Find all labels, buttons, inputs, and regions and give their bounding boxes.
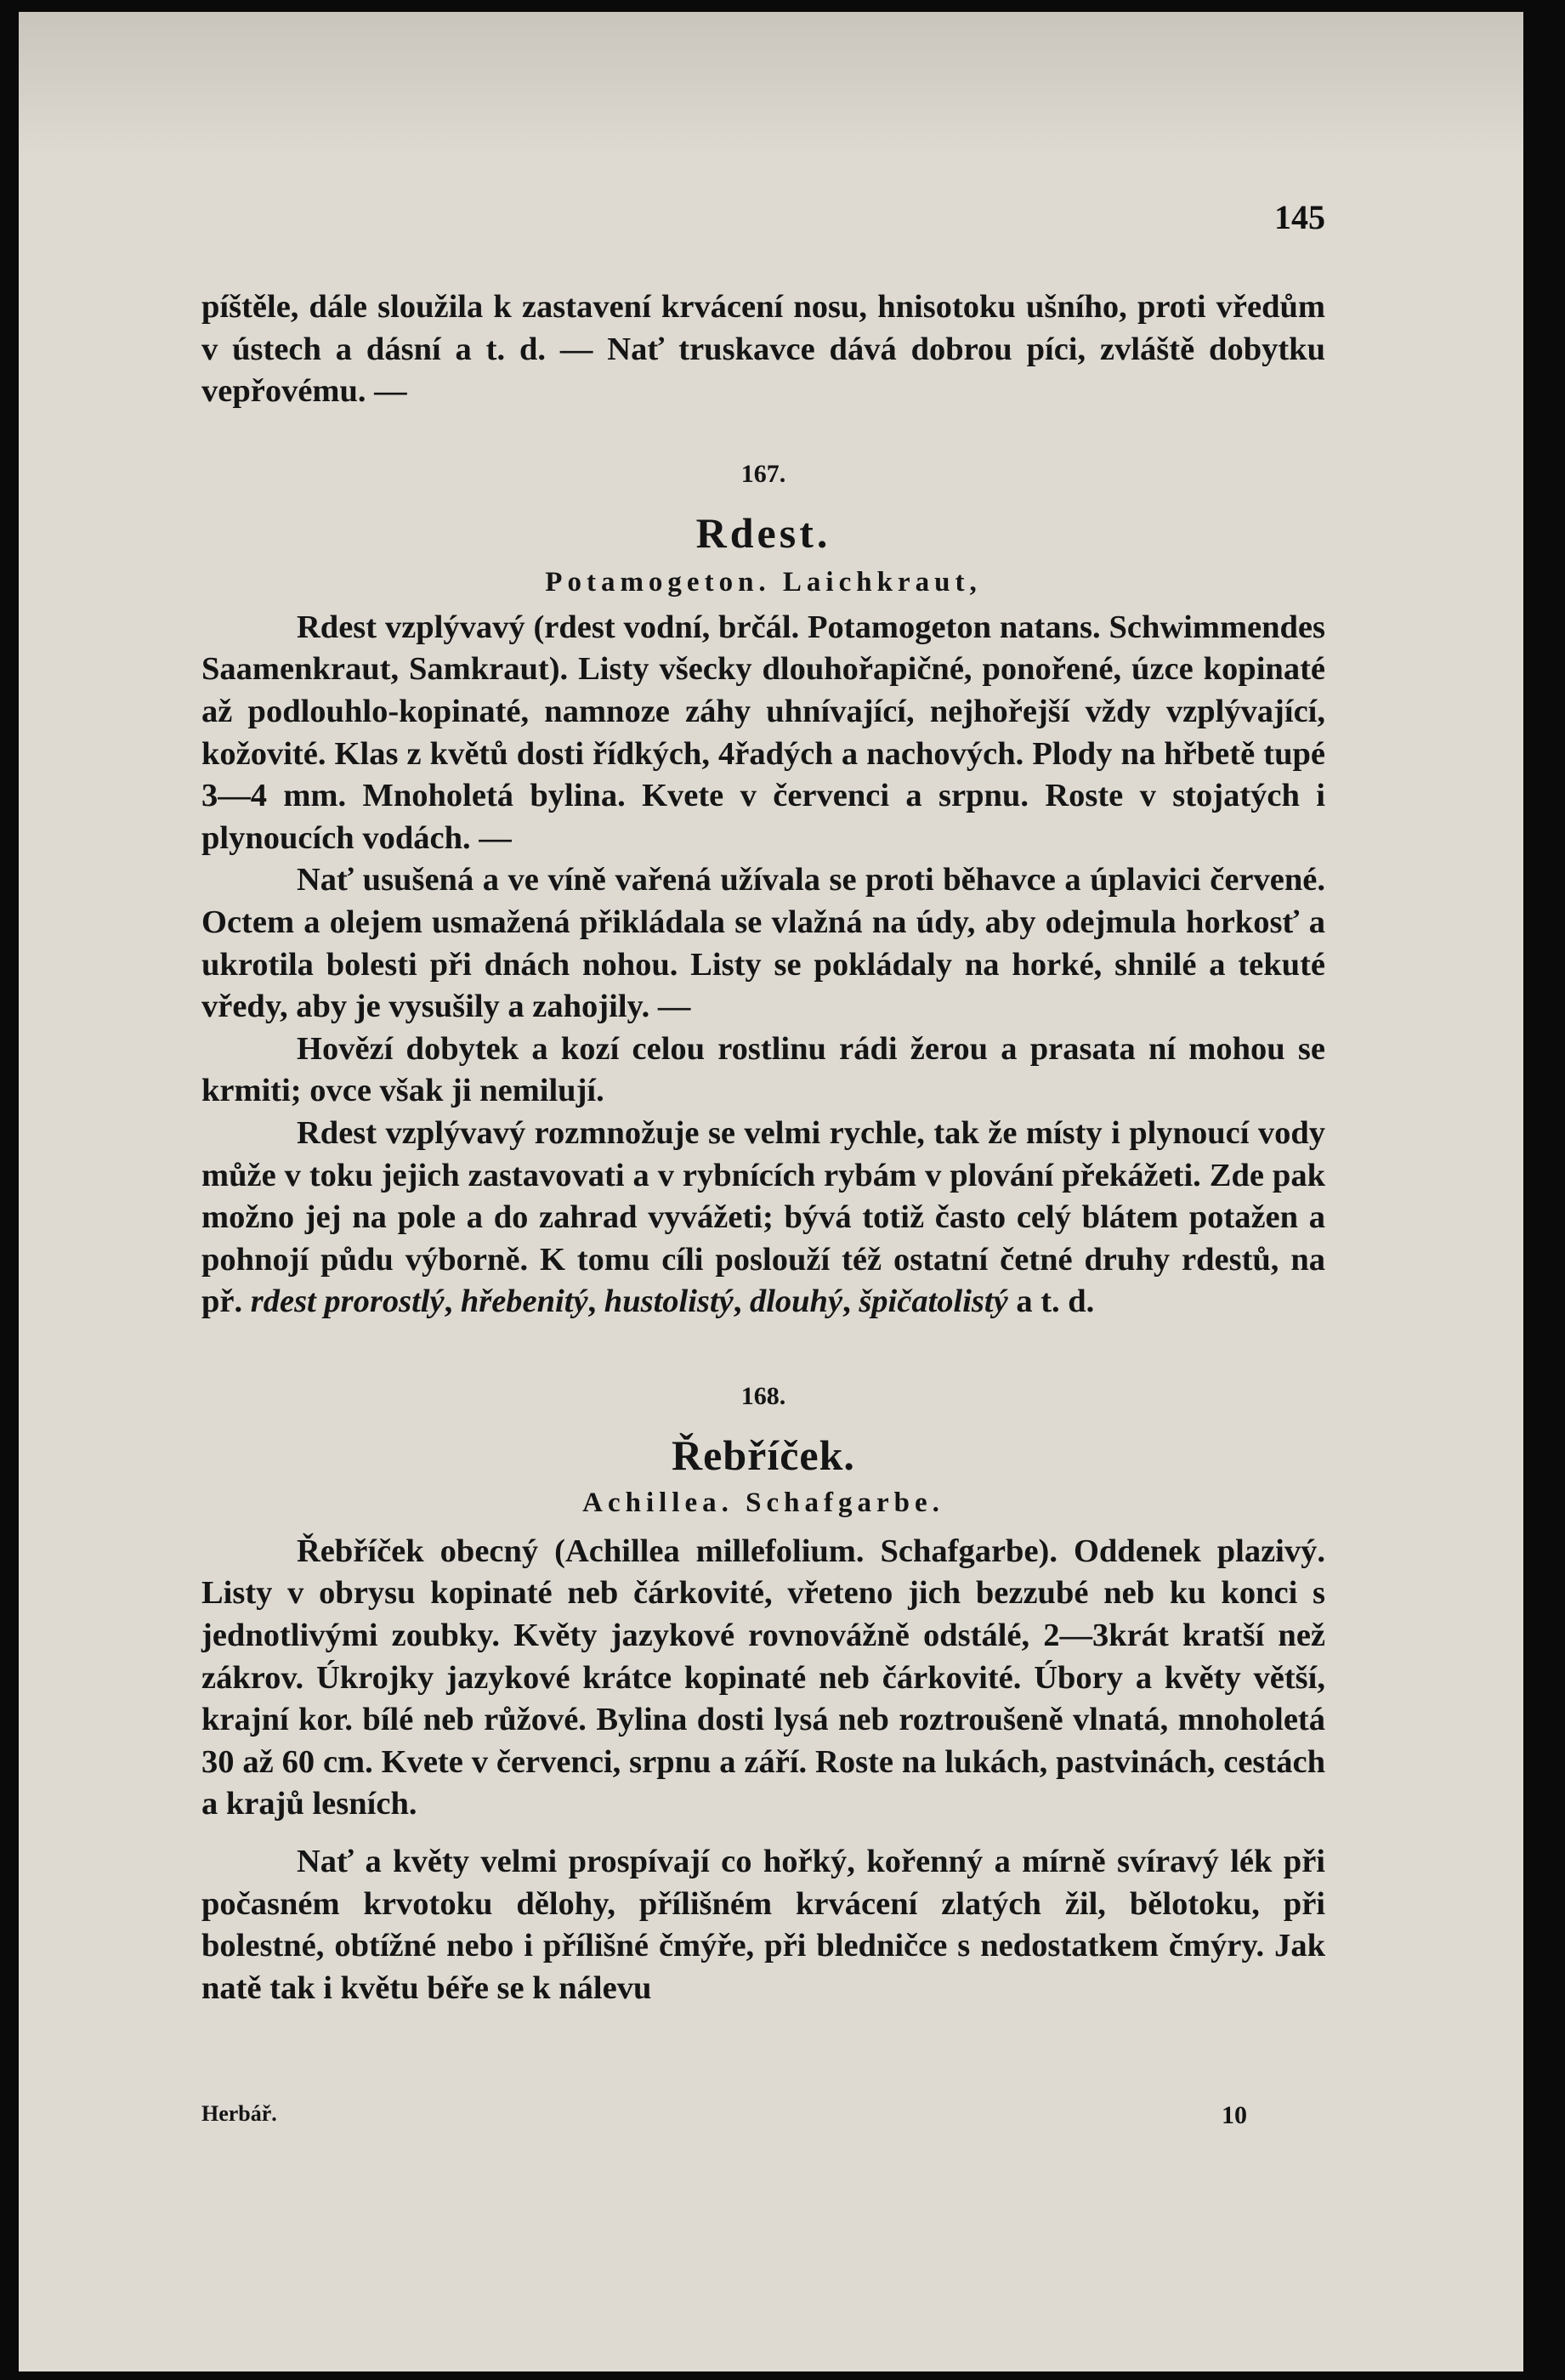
signature-mark: Herbář.: [201, 2101, 277, 2126]
sheet-number: 10: [1222, 2101, 1247, 2129]
rdest-fodder: Hovězí dobytek a kozí celou rostlinu rádi žerou a prasata ní mohou se krmiti; ovce však ji nemilují.: [201, 1030, 1325, 1109]
rebricek-uses: Nať a květy velmi prospívají co hořký, kořenný a mírně svíravý lék při počasném krvotoku dělohy, přílišném krvácení zlatých žil, bělotoku, při bolestné, obtížné nebo i přílišné čmýře, při bledničce s nedostatkem čmýry. Jak natě tak i květu béře se k nálevu: [201, 1844, 1325, 2006]
rdest-propagation-end: a t. d.: [1016, 1284, 1095, 1320]
section-latin-rebricek: Achillea. Schafgarbe.: [582, 1487, 944, 1518]
species-5: špičatolistý: [859, 1284, 1008, 1320]
section-number-167: 167.: [740, 459, 786, 488]
species-3: hustolistý: [604, 1284, 734, 1320]
text-block: [201, 286, 1325, 2009]
species-1: rdest prorostlý: [250, 1284, 445, 1320]
rdest-description: Rdest vzplývavý (rdest vodní, brčál. Potamogeton natans. Schwimmendes Saamenkraut, Samkraut). Listy všecky dlouhořapičné, ponořené, úzce kopinaté až podlouhlo-kopinaté, namnoze záhy uhnívající, nejhořejší vždy vzplývající, kožovité. Klas z květů dosti řídkých, 4řadých a nachových. Plody na hřbetě tupé 3—4 mm. Mnoholetá bylina. Kvete v červenci a srpnu. Roste v stojatých i plynoucích vodách. —: [201, 609, 1325, 856]
rebricek-description: Řebříček obecný (Achillea millefolium. Schafgarbe). Oddenek plazivý. Listy v obrysu kopinaté neb čárkovité, vřeteno jich bezzubé neb ku konci s jednotlivými zoubky. Květy jazykové rovnovážně odstálé, 2—3krát kratší než zákrov. Úkrojky jazykové krátce kopinaté neb čárkovité. Úbory a květy větší, krajní kor. bílé neb růžové. Bylina dosti lysá neb roztroušeně vlnatá, mnoholetá 30 až 60 cm. Kvete v červenci, srpnu a září. Roste na lukách, pastvinách, cestách a krajů lesních.: [201, 1533, 1325, 1822]
section-title-rdest: Rdest.: [695, 508, 831, 557]
book-page: [19, 12, 1523, 2372]
section-latin-rdest: Potamogeton. Laichkraut,: [545, 566, 982, 598]
rdest-propagation-text: Rdest vzplývavý rozmnožuje se velmi rychle, tak že místy i plynoucí vody může v toku jejich zastavovati a v rybnících rybám v plování překážeti. Zde pak možno jej na pole a do zahrad vyvážeti; bývá totiž často celý blátem potažen a pohnojí půdu výborně. K tomu cíli poslouží též ostatní četné druhy rdestů, na př.: [201, 1114, 1325, 1320]
rdest-propagation: Rdest vzplývavý rozmnožuje se velmi rychle, tak že místy i plynoucí vody může v toku jejich zastavovati a v rybnících rybám v plování překážeti. Zde pak možno jej na pole a do zahrad vyvážeti; bývá totiž často celý blátem potažen a pohnojí půdu výborně. K tomu cíli poslouží též ostatní četné druhy rdestů, na př. rdest prorostlý, hřebenitý, hustolistý, dlouhý, špičatolistý a t. d.: [201, 1114, 1325, 1320]
species-4: dlouhý: [749, 1284, 843, 1320]
section-number-168: 168.: [740, 1381, 786, 1410]
species-2: hřebenitý: [460, 1284, 588, 1320]
section-title-rebricek: Řebříček.: [672, 1431, 855, 1479]
intro-paragraph: píštěle, dále sloužila k zastavení krvácení nosu, hnisotoku ušního, proti vředům v ústech a dásní a t. d. — Nať truskavce dává dobrou píci, zvláště dobytku vepřovému. —: [201, 289, 1325, 410]
page-number: 145: [1274, 198, 1325, 236]
rdest-uses: Nať usušená a ve víně vařená užívala se proti běhavce a úplavici červené. Octem a olejem usmažená přikládala se vlažná na údy, aby odejmula horkosť a ukrotila bolesti při dnách nohou. Listy se pokládaly na horké, shnilé a tekuté vředy, aby je vysušily a zahojily. —: [201, 862, 1325, 1025]
